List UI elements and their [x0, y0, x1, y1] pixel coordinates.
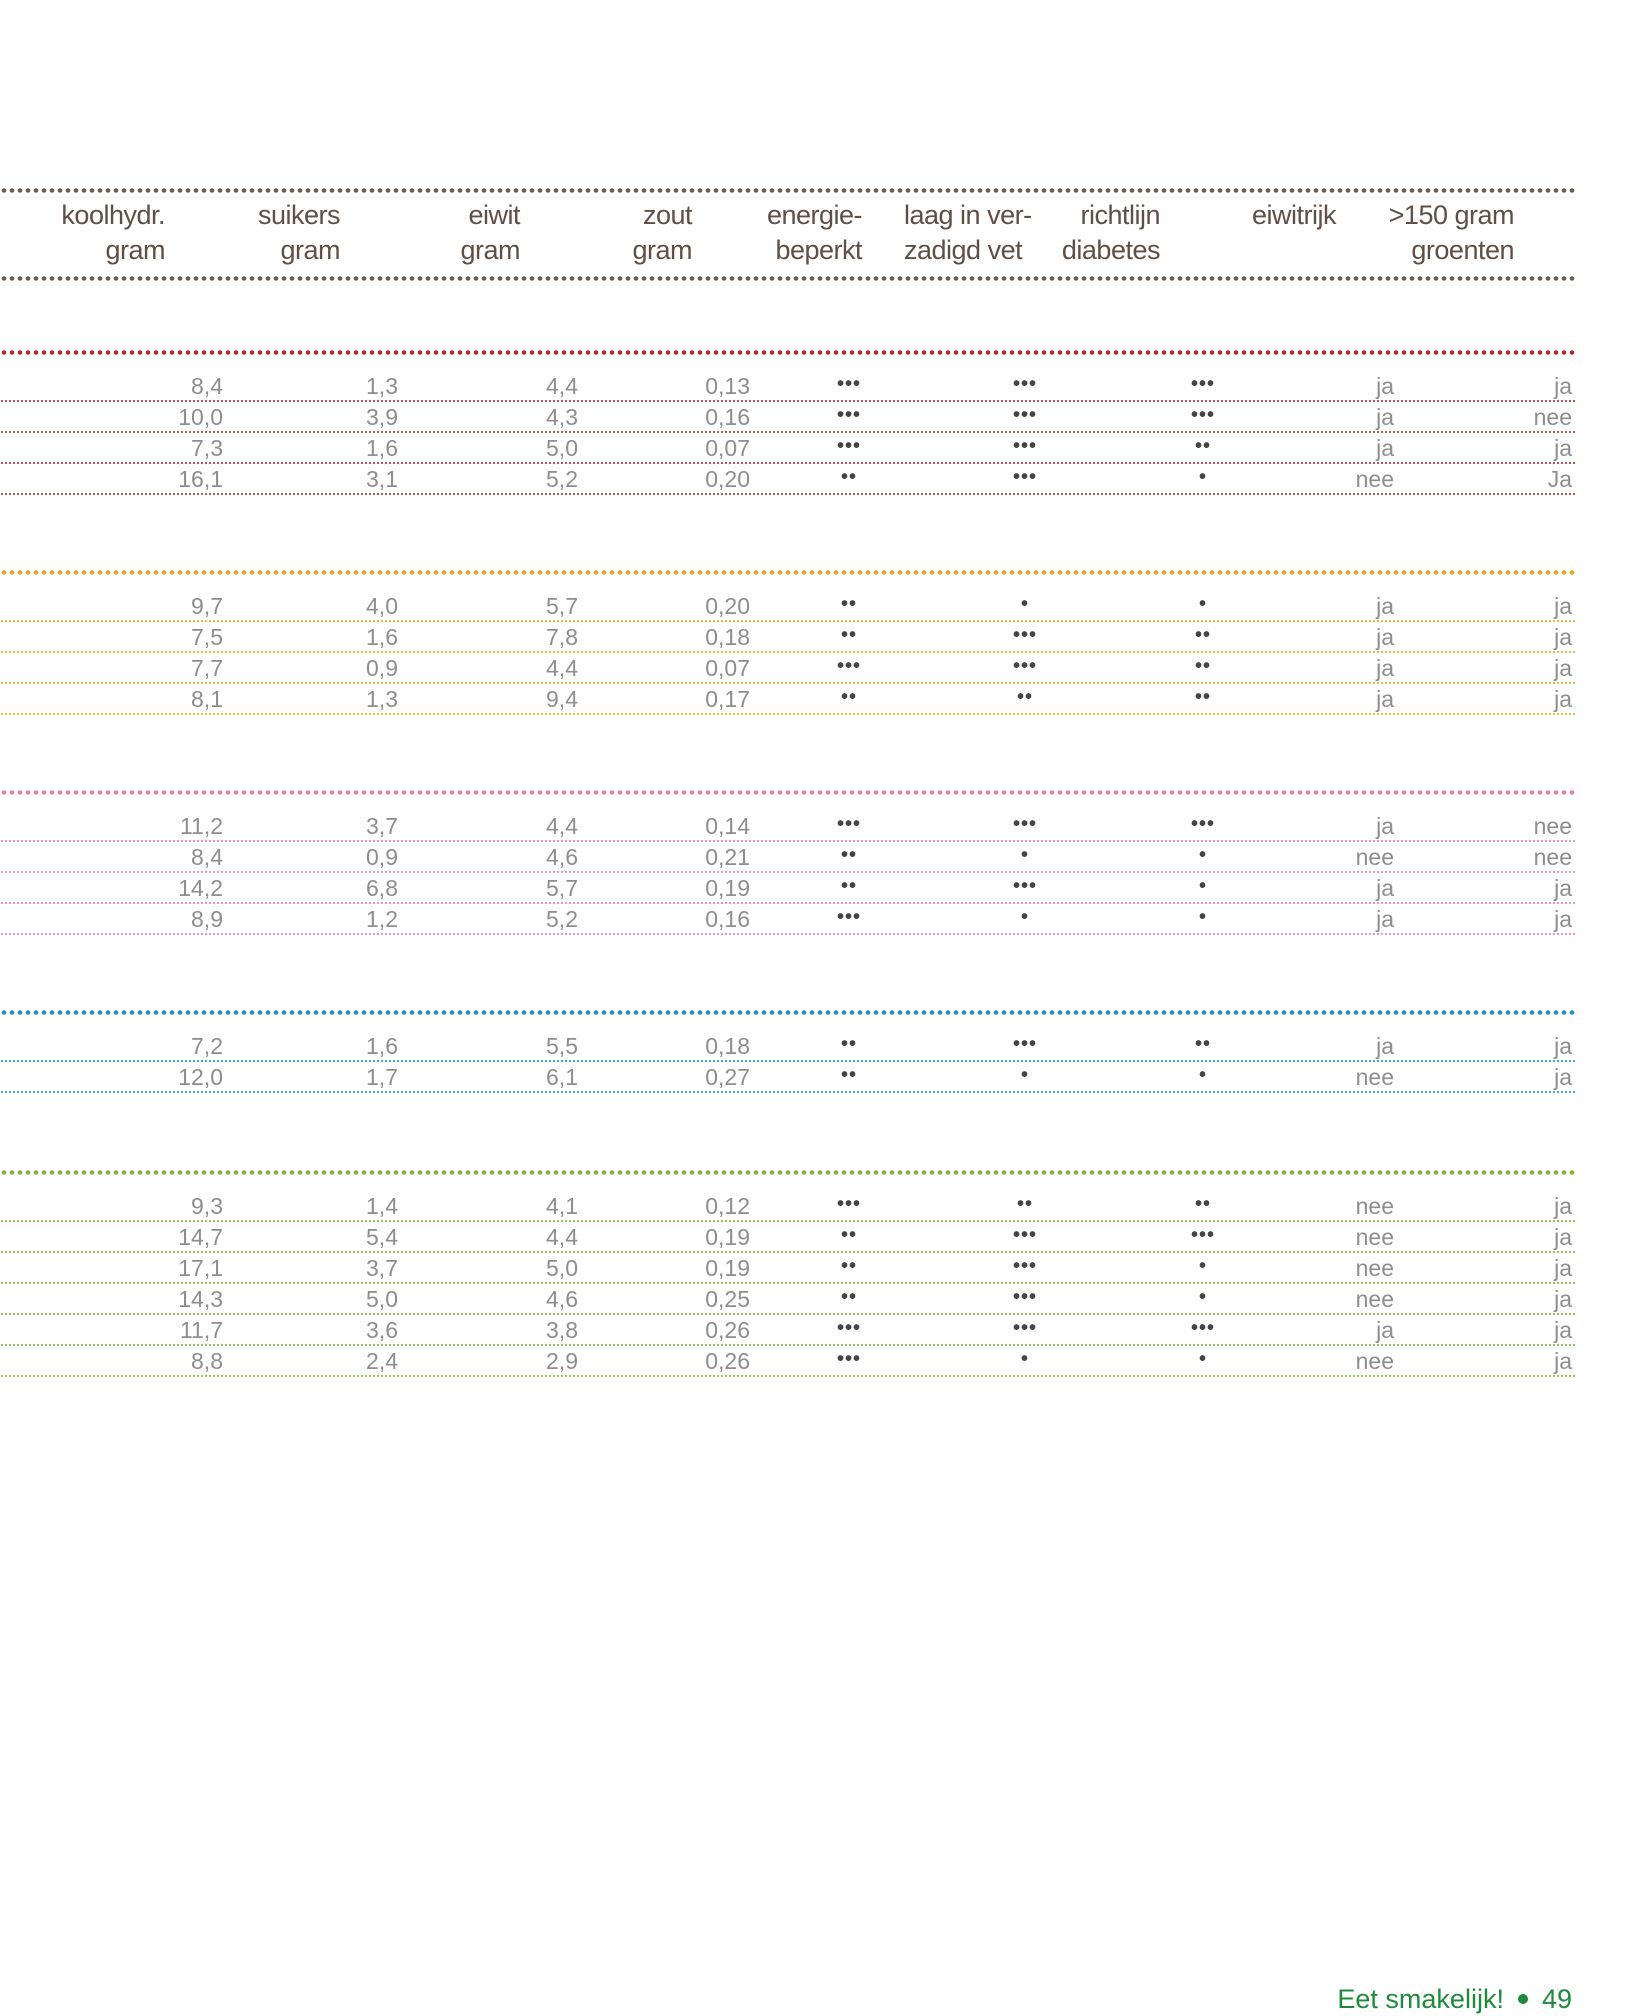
cell-eiwitrijk: ja [1376, 813, 1394, 839]
cell-suikers: 0,9 [366, 844, 398, 870]
cell-koolhydr: 7,7 [191, 655, 223, 681]
cell-energiebeperkt: •• [840, 624, 857, 646]
cell-zout: 0,25 [705, 1286, 750, 1312]
table-row [0, 1253, 1576, 1284]
cell-eiwitrijk: nee [1355, 844, 1394, 870]
cell-eiwit: 4,4 [546, 1224, 578, 1250]
cell-eiwit: 5,5 [546, 1033, 578, 1059]
cell-groenten: ja [1554, 655, 1572, 681]
cell-energiebeperkt: •• [840, 1255, 857, 1277]
cell-groenten: ja [1554, 1286, 1572, 1312]
cell-koolhydr: 10,0 [178, 404, 223, 430]
footer-bullet-icon [1518, 1994, 1528, 2004]
table-row [0, 433, 1576, 464]
header-richtlijn-diabetes: richtlijn diabetes [1061, 200, 1160, 265]
cell-groenten: ja [1554, 1348, 1572, 1374]
table-group [0, 790, 1576, 939]
cell-suikers: 1,3 [366, 686, 398, 712]
header-energiebeperkt: energie- beperkt [766, 200, 862, 265]
cell-zout: 0,17 [705, 686, 750, 712]
cell-eiwitrijk: ja [1376, 624, 1394, 650]
table-row [0, 1222, 1576, 1253]
cell-eiwitrijk: nee [1355, 1224, 1394, 1250]
cell-richtlijn-diabetes: •• [1194, 624, 1211, 646]
cell-eiwit: 5,7 [546, 593, 578, 619]
cell-groenten: ja [1554, 373, 1572, 399]
cell-laag-verzadigd-vet: ••• [1012, 813, 1037, 835]
table-group [0, 350, 1576, 499]
cell-koolhydr: 7,5 [191, 624, 223, 650]
cell-laag-verzadigd-vet: ••• [1012, 435, 1037, 457]
header-zout: zout gram [632, 200, 692, 265]
cell-koolhydr: 8,1 [191, 686, 223, 712]
cell-laag-verzadigd-vet: •• [1016, 686, 1033, 708]
cell-zout: 0,18 [705, 1033, 750, 1059]
cell-eiwit: 4,4 [546, 373, 578, 399]
cell-energiebeperkt: •• [840, 875, 857, 897]
cell-richtlijn-diabetes: ••• [1190, 1224, 1215, 1246]
table-row [0, 371, 1576, 402]
cell-eiwit: 6,1 [546, 1064, 578, 1090]
cell-zout: 0,20 [705, 466, 750, 492]
cell-energiebeperkt: •• [840, 593, 857, 615]
cell-laag-verzadigd-vet: •• [1016, 1193, 1033, 1215]
cell-richtlijn-diabetes: •• [1194, 435, 1211, 457]
table-row [0, 653, 1576, 684]
cell-zout: 0,07 [705, 435, 750, 461]
cell-suikers: 5,4 [366, 1224, 398, 1250]
table-row [0, 811, 1576, 842]
cell-suikers: 0,9 [366, 655, 398, 681]
cell-zout: 0,16 [705, 906, 750, 932]
cell-zout: 0,19 [705, 1224, 750, 1250]
cell-groenten: ja [1554, 1193, 1572, 1219]
cell-groenten: ja [1554, 1033, 1572, 1059]
cell-richtlijn-diabetes: ••• [1190, 373, 1215, 395]
cell-eiwit: 4,6 [546, 1286, 578, 1312]
cell-zout: 0,19 [705, 875, 750, 901]
cell-richtlijn-diabetes: • [1198, 1348, 1207, 1370]
cell-suikers: 5,0 [366, 1286, 398, 1312]
cell-laag-verzadigd-vet: ••• [1012, 404, 1037, 426]
cell-koolhydr: 14,3 [178, 1286, 223, 1312]
cell-koolhydr: 7,3 [191, 435, 223, 461]
cell-richtlijn-diabetes: • [1198, 844, 1207, 866]
cell-eiwit: 7,8 [546, 624, 578, 650]
page-number: 49 [1541, 1983, 1572, 2014]
cell-zout: 0,27 [705, 1064, 750, 1090]
cell-eiwitrijk: nee [1355, 466, 1394, 492]
cell-energiebeperkt: •• [840, 1224, 857, 1246]
header-suikers: suikers gram [257, 200, 340, 265]
cell-laag-verzadigd-vet: • [1020, 593, 1029, 615]
table-row [0, 1191, 1576, 1222]
cell-koolhydr: 9,7 [191, 593, 223, 619]
row-dotted-separator [0, 493, 1576, 495]
cell-energiebeperkt: ••• [836, 1193, 861, 1215]
cell-groenten: ja [1554, 624, 1572, 650]
cell-groenten: nee [1533, 844, 1572, 870]
cell-laag-verzadigd-vet: ••• [1012, 1255, 1037, 1277]
cell-richtlijn-diabetes: • [1198, 466, 1207, 488]
cell-eiwit: 5,7 [546, 875, 578, 901]
cell-energiebeperkt: ••• [836, 404, 861, 426]
cell-groenten: ja [1554, 1317, 1572, 1343]
cell-eiwit: 2,9 [546, 1348, 578, 1374]
row-dotted-separator [0, 713, 1576, 715]
cell-eiwit: 5,2 [546, 906, 578, 932]
cell-zout: 0,20 [705, 593, 750, 619]
cell-eiwit: 5,0 [546, 435, 578, 461]
cell-koolhydr: 11,2 [179, 813, 223, 839]
cell-eiwitrijk: nee [1355, 1193, 1394, 1219]
cell-eiwit: 4,6 [546, 844, 578, 870]
cell-suikers: 1,2 [366, 906, 398, 932]
cell-koolhydr: 8,4 [191, 373, 223, 399]
cell-eiwitrijk: ja [1376, 593, 1394, 619]
cell-laag-verzadigd-vet: ••• [1012, 655, 1037, 677]
cell-laag-verzadigd-vet: ••• [1012, 466, 1037, 488]
cell-energiebeperkt: ••• [836, 813, 861, 835]
table-row [0, 402, 1576, 433]
table-row [0, 1031, 1576, 1062]
cell-richtlijn-diabetes: •• [1194, 686, 1211, 708]
cell-eiwitrijk: nee [1355, 1286, 1394, 1312]
cell-koolhydr: 14,2 [178, 875, 223, 901]
cell-zout: 0,26 [705, 1317, 750, 1343]
group-dotted-rule [0, 1170, 1576, 1175]
cell-groenten: ja [1554, 686, 1572, 712]
cell-suikers: 1,3 [366, 373, 398, 399]
cell-laag-verzadigd-vet: ••• [1012, 1286, 1037, 1308]
cell-richtlijn-diabetes: •• [1194, 1193, 1211, 1215]
cell-energiebeperkt: •• [840, 844, 857, 866]
row-dotted-separator [0, 1375, 1576, 1377]
cell-suikers: 3,1 [366, 466, 398, 492]
table-row [0, 1284, 1576, 1315]
cell-suikers: 3,6 [366, 1317, 398, 1343]
row-dotted-separator [0, 1091, 1576, 1093]
cell-energiebeperkt: •• [840, 686, 857, 708]
cell-eiwitrijk: ja [1376, 373, 1394, 399]
cell-suikers: 2,4 [366, 1348, 398, 1374]
table-row [0, 622, 1576, 653]
cell-richtlijn-diabetes: • [1198, 906, 1207, 928]
cell-richtlijn-diabetes: • [1198, 1064, 1207, 1086]
cell-energiebeperkt: ••• [836, 1348, 861, 1370]
cell-energiebeperkt: •• [840, 1033, 857, 1055]
cell-suikers: 3,7 [366, 1255, 398, 1281]
table-group [0, 570, 1576, 719]
cell-koolhydr: 17,1 [178, 1255, 223, 1281]
cell-zout: 0,12 [705, 1193, 750, 1219]
table-row [0, 591, 1576, 622]
cell-eiwitrijk: ja [1376, 655, 1394, 681]
cell-zout: 0,19 [705, 1255, 750, 1281]
cell-richtlijn-diabetes: • [1198, 875, 1207, 897]
cell-richtlijn-diabetes: • [1198, 593, 1207, 615]
cell-eiwitrijk: nee [1355, 1255, 1394, 1281]
cell-energiebeperkt: ••• [836, 373, 861, 395]
cell-eiwit: 5,2 [546, 466, 578, 492]
table-row [0, 842, 1576, 873]
cell-energiebeperkt: •• [840, 1064, 857, 1086]
cell-groenten: ja [1554, 1255, 1572, 1281]
cell-zout: 0,07 [705, 655, 750, 681]
cell-laag-verzadigd-vet: ••• [1012, 624, 1037, 646]
cell-richtlijn-diabetes: •• [1194, 655, 1211, 677]
cell-laag-verzadigd-vet: • [1020, 1348, 1029, 1370]
cell-richtlijn-diabetes: ••• [1190, 404, 1215, 426]
footer-title: Eet smakelijk! [1337, 1983, 1504, 2014]
cell-koolhydr: 14,7 [178, 1224, 223, 1250]
cell-energiebeperkt: ••• [836, 655, 861, 677]
header-koolhydr: koolhydr. gram [61, 200, 165, 265]
cell-suikers: 4,0 [366, 593, 398, 619]
table-row [0, 1062, 1576, 1093]
group-dotted-rule [0, 1010, 1576, 1015]
cell-eiwitrijk: ja [1376, 1317, 1394, 1343]
table-row [0, 684, 1576, 715]
cell-suikers: 3,9 [366, 404, 398, 430]
cell-laag-verzadigd-vet: • [1020, 1064, 1029, 1086]
cell-eiwitrijk: ja [1376, 1033, 1394, 1059]
cell-richtlijn-diabetes: • [1198, 1255, 1207, 1277]
cell-richtlijn-diabetes: •• [1194, 1033, 1211, 1055]
cell-eiwitrijk: nee [1355, 1348, 1394, 1374]
cell-eiwit: 4,3 [546, 404, 578, 430]
cell-groenten: nee [1533, 404, 1572, 430]
cell-laag-verzadigd-vet: ••• [1012, 373, 1037, 395]
table-group [0, 1170, 1576, 1381]
table-row [0, 904, 1576, 935]
cell-zout: 0,13 [705, 373, 750, 399]
cell-groenten: ja [1554, 435, 1572, 461]
cell-laag-verzadigd-vet: • [1020, 906, 1029, 928]
cell-groenten: ja [1554, 875, 1572, 901]
cell-eiwit: 5,0 [546, 1255, 578, 1281]
page-footer [1337, 1982, 1572, 2016]
cell-zout: 0,21 [705, 844, 750, 870]
cell-eiwitrijk: ja [1376, 875, 1394, 901]
cell-zout: 0,26 [705, 1348, 750, 1374]
cell-eiwit: 3,8 [546, 1317, 578, 1343]
cell-koolhydr: 11,7 [179, 1317, 223, 1343]
table-header [0, 188, 1576, 282]
cell-eiwit: 9,4 [546, 686, 578, 712]
group-dotted-rule [0, 790, 1576, 795]
cell-energiebeperkt: •• [840, 1286, 857, 1308]
cell-koolhydr: 9,3 [191, 1193, 223, 1219]
cell-eiwitrijk: ja [1376, 435, 1394, 461]
header-groenten: >150 gram groenten [1388, 200, 1514, 265]
cell-richtlijn-diabetes: ••• [1190, 1317, 1215, 1339]
table-row [0, 873, 1576, 904]
cell-suikers: 3,7 [366, 813, 398, 839]
cell-koolhydr: 8,8 [191, 1348, 223, 1374]
cell-laag-verzadigd-vet: ••• [1012, 1224, 1037, 1246]
cell-eiwit: 4,4 [546, 813, 578, 839]
table-row [0, 464, 1576, 495]
cell-suikers: 1,7 [366, 1064, 398, 1090]
cell-koolhydr: 12,0 [178, 1064, 223, 1090]
header-eiwitrijk: eiwitrijk [1251, 200, 1336, 230]
cell-groenten: nee [1533, 813, 1572, 839]
cell-koolhydr: 8,9 [191, 906, 223, 932]
cell-richtlijn-diabetes: • [1198, 1286, 1207, 1308]
cell-energiebeperkt: •• [840, 466, 857, 488]
cell-groenten: Ja [1547, 466, 1572, 492]
cell-energiebeperkt: ••• [836, 435, 861, 457]
cell-richtlijn-diabetes: ••• [1190, 813, 1215, 835]
cell-energiebeperkt: ••• [836, 906, 861, 928]
cell-groenten: ja [1554, 593, 1572, 619]
table-row [0, 1315, 1576, 1346]
cell-groenten: ja [1554, 1224, 1572, 1250]
cell-suikers: 1,6 [366, 624, 398, 650]
cell-zout: 0,18 [705, 624, 750, 650]
cell-laag-verzadigd-vet: • [1020, 844, 1029, 866]
cell-koolhydr: 16,1 [178, 466, 223, 492]
cell-suikers: 6,8 [366, 875, 398, 901]
cell-eiwit: 4,4 [546, 655, 578, 681]
group-dotted-rule [0, 570, 1576, 575]
header-top-dotted-rule [0, 188, 1576, 193]
cell-laag-verzadigd-vet: ••• [1012, 1317, 1037, 1339]
cell-eiwitrijk: ja [1376, 906, 1394, 932]
header-laag-verzadigd-vet: laag in ver- zadigd vet [904, 200, 1032, 265]
cell-laag-verzadigd-vet: ••• [1012, 1033, 1037, 1055]
cell-koolhydr: 8,4 [191, 844, 223, 870]
cell-koolhydr: 7,2 [191, 1033, 223, 1059]
header-bottom-dotted-rule [0, 276, 1576, 281]
cell-zout: 0,16 [705, 404, 750, 430]
cell-suikers: 1,4 [366, 1193, 398, 1219]
cell-eiwitrijk: ja [1376, 404, 1394, 430]
cell-groenten: ja [1554, 1064, 1572, 1090]
cell-eiwit: 4,1 [546, 1193, 578, 1219]
group-dotted-rule [0, 350, 1576, 355]
cell-suikers: 1,6 [366, 435, 398, 461]
row-dotted-separator [0, 933, 1576, 935]
cell-eiwitrijk: ja [1376, 686, 1394, 712]
cell-eiwitrijk: nee [1355, 1064, 1394, 1090]
cell-laag-verzadigd-vet: ••• [1012, 875, 1037, 897]
cell-energiebeperkt: ••• [836, 1317, 861, 1339]
cell-suikers: 1,6 [366, 1033, 398, 1059]
cell-groenten: ja [1554, 906, 1572, 932]
header-eiwit: eiwit gram [460, 200, 520, 265]
table-row [0, 1346, 1576, 1377]
cell-zout: 0,14 [705, 813, 750, 839]
table-group [0, 1010, 1576, 1097]
